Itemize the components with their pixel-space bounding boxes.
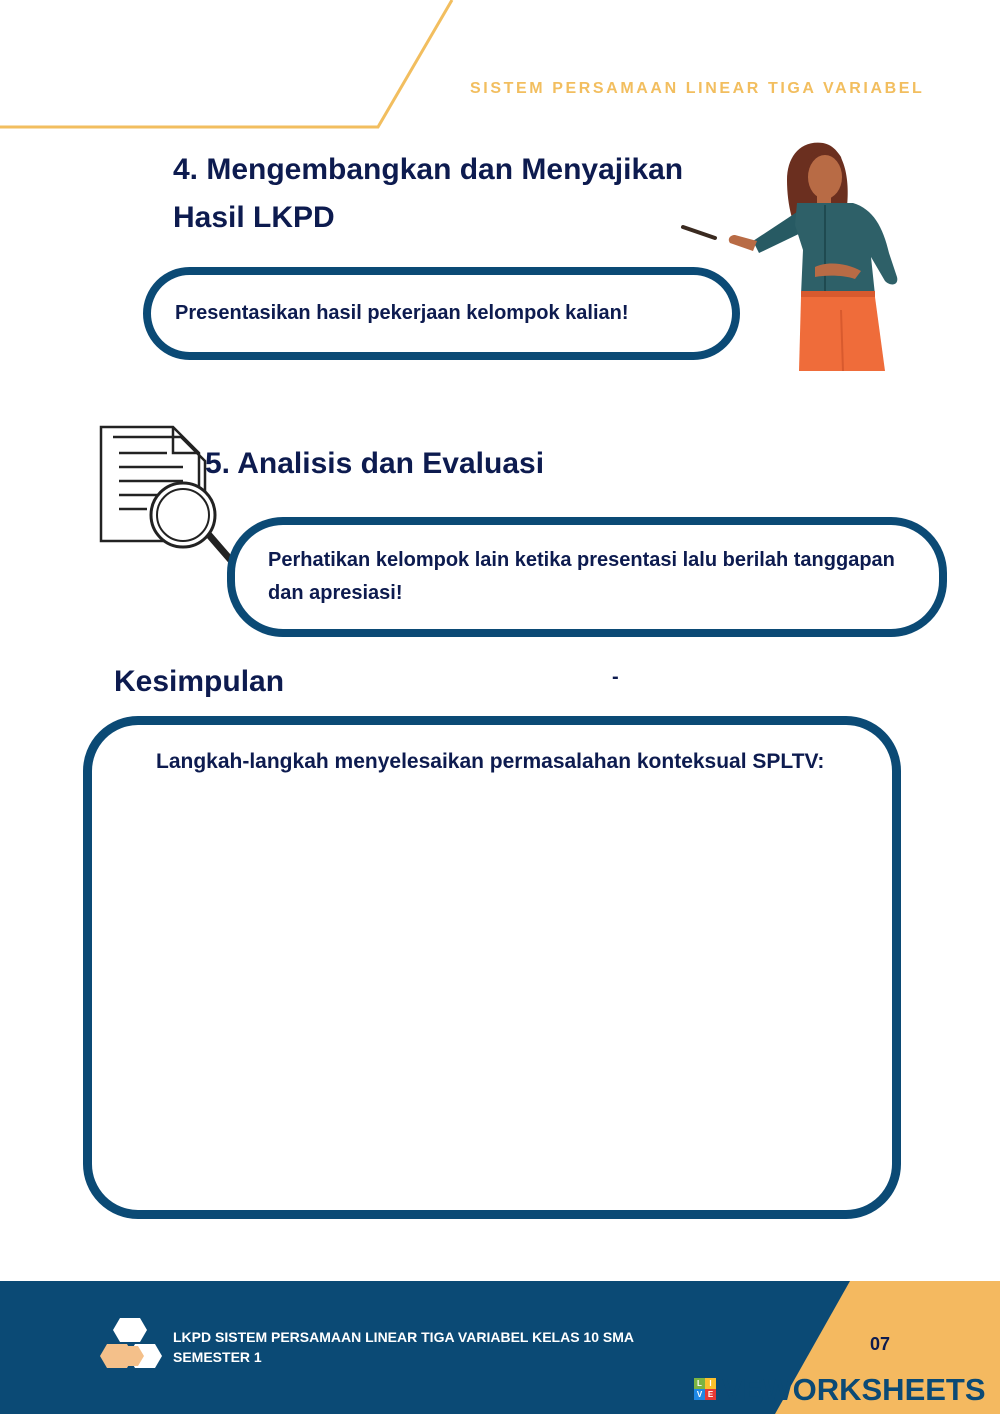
- section4-title: [173, 146, 683, 242]
- badge-letter-v: V: [694, 1389, 705, 1400]
- section5-instruction-box: [227, 517, 947, 637]
- badge-letter-i: I: [705, 1378, 716, 1389]
- section4-title-line2: Hasil LKPD: [173, 201, 335, 234]
- hexagon-logo-icon: [98, 1316, 164, 1372]
- conclusion-title: Kesimpulan: [114, 665, 285, 698]
- section5-instruction-line2: dan apresiasi!: [268, 582, 403, 604]
- footer-text: [173, 1327, 634, 1367]
- page-number: 07: [870, 1334, 891, 1354]
- header-title: SISTEM PERSAMAAN LINEAR TIGA VARIABEL: [470, 80, 925, 97]
- badge-letter-l: L: [694, 1378, 705, 1389]
- liveworksheets-brand[interactable]: VEWORKSHEETS: [722, 1372, 986, 1407]
- section4-title-line1: 4. Mengembangkan dan Menyajikan: [173, 153, 684, 186]
- footer-line1: LKPD SISTEM PERSAMAAN LINEAR TIGA VARIABEL KELAS 10 SMA: [173, 1329, 635, 1345]
- conclusion-prompt: Langkah-langkah menyelesaikan permasalahan konteksual SPLTV:: [156, 750, 825, 773]
- conclusion-box[interactable]: [83, 716, 901, 1219]
- conclusion-dash: -: [612, 666, 619, 688]
- badge-letter-e: E: [705, 1389, 716, 1400]
- liveworksheets-badge-icon: [694, 1378, 716, 1400]
- section4-instruction-box: [143, 267, 740, 360]
- conclusion-answer-area[interactable]: [132, 795, 852, 1180]
- header-decor-line: [0, 0, 1000, 140]
- footer-line2: SEMESTER 1: [173, 1349, 262, 1365]
- section4-instruction: Presentasikan hasil pekerjaan kelompok kalian!: [175, 302, 629, 324]
- presenter-illustration: [675, 135, 910, 375]
- section5-instruction-line1: Perhatikan kelompok lain ketika presentasi lalu berilah tanggapan: [268, 549, 895, 571]
- section5-title: 5. Analisis dan Evaluasi: [205, 447, 545, 480]
